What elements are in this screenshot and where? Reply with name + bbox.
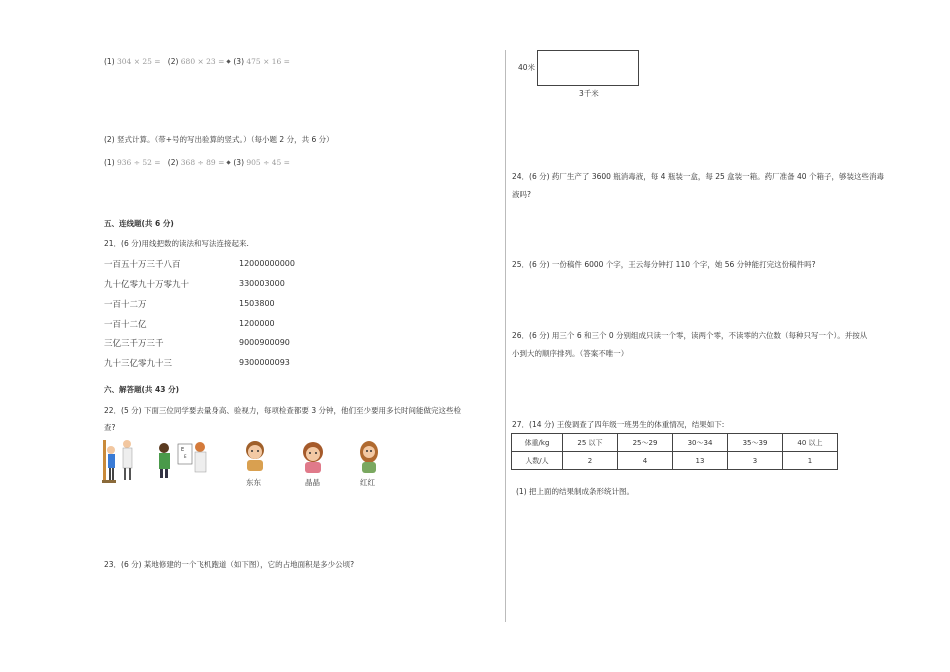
table-cell: 3 [728, 452, 783, 470]
reading-5: 三亿三千万三千 [104, 339, 164, 349]
runway-rectangle [537, 50, 639, 86]
number-4: 1200000 [239, 319, 275, 328]
honghong-avatar [357, 438, 381, 474]
calc2-expr-3: 905 ÷ 45 = [246, 158, 290, 167]
section6-title: 六、解答题(共 43 分) [104, 385, 180, 394]
calc1-expr-1: 304 × 25 = [117, 57, 161, 66]
table-header-cell: 体重/kg [512, 434, 563, 452]
reading-4: 一百十二亿 [104, 320, 147, 330]
runway-height-label: 40米 [518, 63, 536, 72]
calc1-row: (1) 304 × 25 = (2) 680 × 23 = (3) 475 × 16 = [104, 57, 290, 66]
section5-title: 五、连线题(共 6 分) [104, 219, 174, 228]
name-jingjing: 晶晶 [305, 478, 320, 487]
table-cell: 35～39 [728, 434, 783, 452]
number-1: 12000000000 [239, 259, 295, 268]
dongdong-avatar [242, 438, 268, 472]
q24-text-line2: 液吗? [512, 190, 531, 199]
calc2-instruction: (2) 竖式计算。（带+号的写出验算的竖式。）（每小题 2 分，共 6 分） [104, 135, 334, 144]
table-row [512, 452, 838, 470]
q21-text: 21．(6 分)用线把数的读法和写法连接起来. [104, 239, 249, 248]
table-cell: 40 以上 [783, 434, 838, 452]
number-5: 9000900090 [239, 338, 290, 347]
reading-3: 一百十二万 [104, 300, 147, 310]
q22-text-line1: 22．(5 分) 下面三位同学要去量身高、验视力，每项检查都要 3 分钟，他们至少要用多长时间能做完这些检 [104, 406, 461, 415]
q26-text-line2: 小到大的顺序排列。（答案不唯一） [512, 349, 629, 358]
name-honghong: 红红 [360, 478, 375, 487]
name-dongdong: 东东 [246, 478, 261, 487]
table-cell: 13 [673, 452, 728, 470]
column-divider [505, 50, 506, 622]
eye-test-illustration [156, 438, 210, 480]
svg-text:E: E [181, 447, 185, 453]
q24-text-line1: 24．(6 分) 药厂生产了 3600 瓶消毒液，每 4 瓶装一盒，每 25 盒装一箱。药厂准备 40 个箱子，够装这些消毒 [512, 172, 884, 181]
height-measure-illustration [100, 436, 136, 484]
svg-text:E: E [184, 454, 187, 459]
reading-6: 九十三亿零九十三 [104, 359, 173, 369]
table-row [512, 434, 838, 452]
reading-1: 一百五十万三千八百 [104, 260, 181, 270]
jingjing-avatar [300, 440, 326, 474]
table-cell: 2 [563, 452, 618, 470]
number-2: 330003000 [239, 279, 285, 288]
number-3: 1503800 [239, 299, 275, 308]
table-header-cell: 人数/人 [512, 452, 563, 470]
calc1-expr-2: 680 × 23 = [180, 57, 225, 66]
table-cell: 30～34 [673, 434, 728, 452]
calc2-expr-1: 936 ÷ 52 = [117, 158, 161, 167]
table-cell: 1 [783, 452, 838, 470]
number-6: 9300000093 [239, 358, 290, 367]
calc2-row: (1) 936 ÷ 52 = (2) 368 ÷ 89 = (3) 905 ÷ 45 = [104, 158, 290, 167]
calc1-expr-3: 475 × 16 = [246, 57, 290, 66]
bullet-icon [227, 59, 231, 63]
q23-text: 23．(6 分) 某地修建的一个飞机跑道（如下图），它的占地面积是多少公顷? [104, 560, 355, 569]
table-cell: 25～29 [618, 434, 673, 452]
q26-text-line1: 26．(6 分) 用三个 6 和三个 0 分别组成只读一个零，读两个零，不读零的六位数（每种只写一个）。并按从 [512, 331, 868, 340]
table-cell: 4 [618, 452, 673, 470]
runway-width-label: 3千米 [579, 89, 599, 98]
reading-2: 九十亿零九十万零九十 [104, 280, 190, 290]
q25-text: 25．(6 分) 一份稿件 6000 个字，王云每分钟打 110 个字，她 56 分钟能打完这份稿件吗? [512, 260, 816, 269]
q27-sub-text: (1) 把上面的结果制成条形统计图。 [516, 487, 635, 496]
bullet-icon [227, 160, 231, 164]
table-cell: 25 以下 [563, 434, 618, 452]
q27-text: 27．(14 分) 王俊调查了四年级一班男生的体重情况，结果如下: [512, 420, 725, 429]
q22-text-line2: 查? [104, 423, 116, 432]
weight-table [511, 433, 838, 470]
calc2-expr-2: 368 ÷ 89 = [180, 158, 225, 167]
